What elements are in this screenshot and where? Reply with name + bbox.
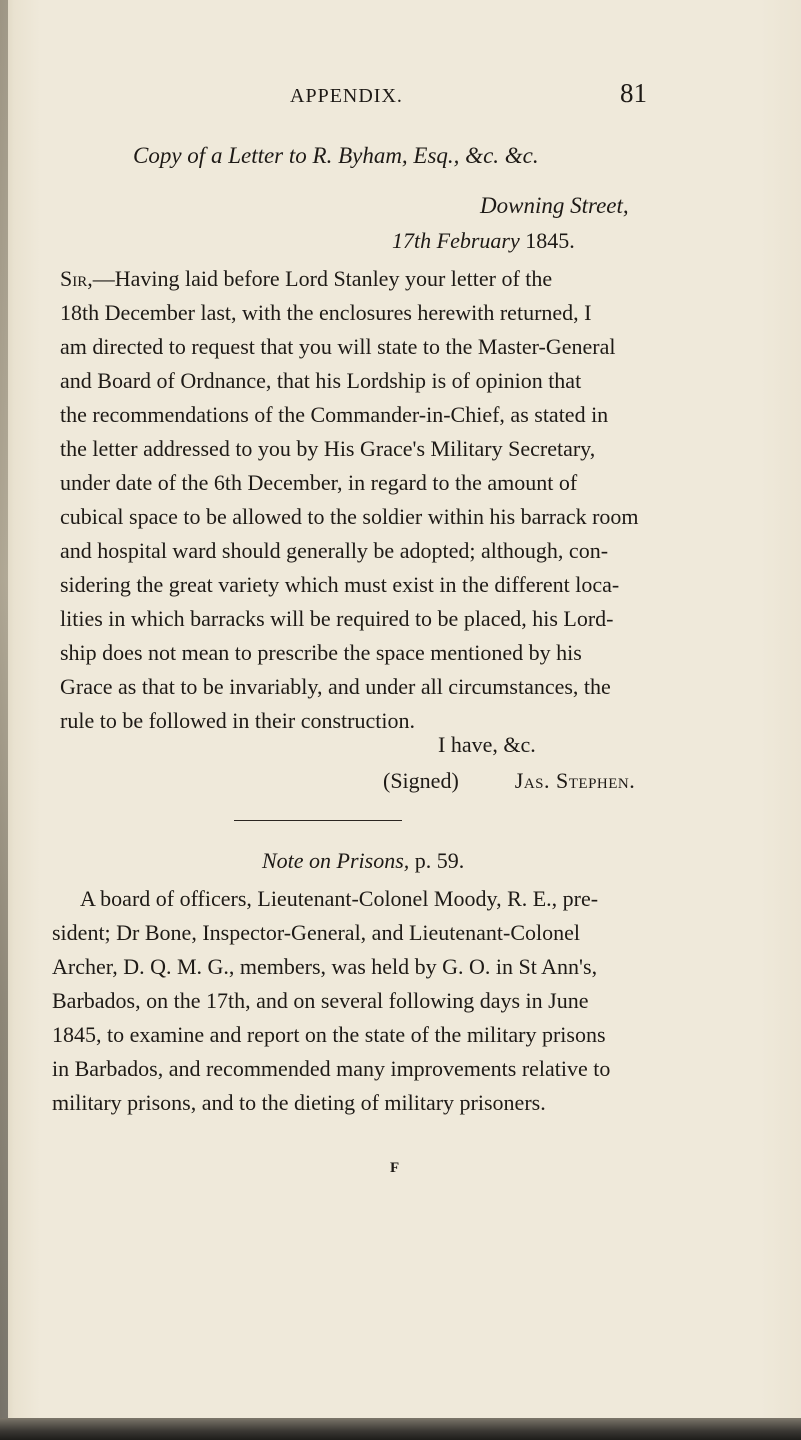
letter-line: the recommendations of the Commander-in-Chief, as stated in: [60, 402, 609, 427]
letter-line: [60, 266, 552, 292]
letter-line-text: —Having laid before Lord Stanley your letter of the: [92, 266, 553, 291]
dateline-year: 1845.: [525, 228, 575, 253]
letter-line: 18th December last, with the enclosures herewith returned, I: [60, 300, 592, 325]
page-spine-shadow: [0, 0, 8, 1440]
dateline-date: [392, 228, 575, 254]
note-line: military prisons, and to the dieting of military prisoners.: [52, 1090, 546, 1115]
dateline-month: February: [436, 228, 520, 253]
letter-line: lities in which barracks will be required to be placed, his Lord-: [60, 606, 614, 631]
note-line: sident; Dr Bone, Inspector-General, and Lieutenant-Colonel: [52, 920, 580, 945]
note-line: Archer, D. Q. M. G., members, was held by G. O. in St Ann's,: [52, 954, 598, 979]
dateline-day: 17th: [392, 228, 432, 253]
section-divider: [234, 820, 402, 821]
note-line: in Barbados, and recommended many improvements relative to: [52, 1056, 611, 1081]
note-title: Note on Prisons,: [262, 848, 410, 873]
letter-line: the letter addressed to you by His Grace's Military Secretary,: [60, 436, 596, 461]
letter-line: Grace as that to be invariably, and under all circumstances, the: [60, 674, 611, 699]
letter-line: and Board of Ordnance, that his Lordship is of opinion that: [60, 368, 582, 393]
signatory-name: Jas. Stephen.: [514, 768, 636, 793]
running-head: APPENDIX.: [290, 85, 403, 107]
note-page-ref: p. 59.: [414, 848, 465, 873]
signed-label: (Signed): [383, 768, 459, 793]
salutation: Sir,: [60, 266, 93, 291]
note-line: 1845, to examine and report on the state of the military prisons: [52, 1022, 606, 1047]
page-number: 81: [620, 78, 647, 108]
letter-signature-line: [383, 768, 635, 794]
letter-line: rule to be followed in their construction.: [60, 708, 415, 733]
note-line: Barbados, on the 17th, and on several following days in June: [52, 988, 589, 1013]
note-heading: [262, 848, 464, 874]
letter-line: am directed to request that you will state to the Master-General: [60, 334, 616, 359]
letter-line: and hospital ward should generally be adopted; although, con-: [60, 538, 609, 563]
letter-line: ship does not mean to prescribe the space mentioned by his: [60, 640, 582, 665]
signature-mark: F: [390, 1160, 400, 1176]
page-bottom-edge: [0, 1418, 801, 1440]
dateline-place: Downing Street,: [480, 193, 629, 218]
note-line: A board of officers, Lieutenant-Colonel Moody, R. E., pre-: [80, 886, 599, 911]
letter-line: cubical space to be allowed to the soldier within his barrack room: [60, 504, 639, 529]
letter-line: sidering the great variety which must exist in the different loca-: [60, 572, 620, 597]
letter-line: under date of the 6th December, in regard to the amount of: [60, 470, 578, 495]
letter-title: Copy of a Letter to R. Byham, Esq., &c. &c.: [133, 143, 539, 168]
letter-closing: I have, &c.: [438, 732, 536, 757]
